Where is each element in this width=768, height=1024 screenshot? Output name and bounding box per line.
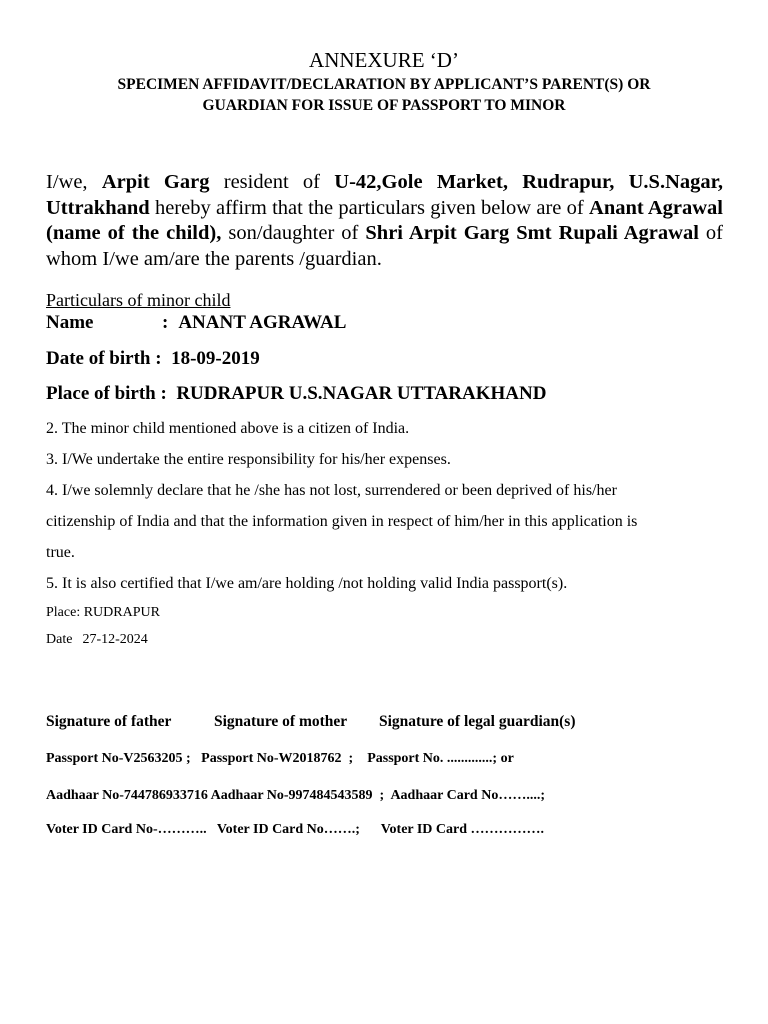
voter-id-row: Voter ID Card No-……….. Voter ID Card No…….; Voter ID Card ……………. [46, 822, 545, 837]
pob-label: Place of birth : [46, 383, 167, 404]
subtitle-line-2: GUARDIAN FOR ISSUE OF PASSPORT TO MINOR [202, 97, 566, 114]
statement-4-line-1: 4. I/we solemnly declare that he /she has not lost, surrendered or been deprived of his/her [46, 482, 617, 499]
subtitle-line-1: SPECIMEN AFFIDAVIT/DECLARATION BY APPLICANT’S PARENT(S) OR [117, 76, 651, 93]
statement-4-line-2: citizenship of India and that the information given in respect of him/her in this application is [46, 513, 638, 530]
pob-value: RUDRAPUR U.S.NAGAR UTTARAKHAND [176, 383, 547, 404]
statement-2: 2. The minor child mentioned above is a citizen of India. [46, 420, 410, 437]
annexure-title: ANNEXURE ‘D’ [309, 48, 459, 72]
statement-5: 5. It is also certified that I/we am/are holding /not holding valid India passport(s). [46, 575, 568, 592]
signature-guardian: Signature of legal guardian(s) [379, 713, 576, 730]
dob-row [46, 348, 260, 370]
name-label: Name [46, 312, 94, 333]
dob-label: Date of birth : [46, 348, 162, 369]
declaration-paragraph: I/we, Arpit Garg resident of U-42,Gole Market, Rudrapur, U.S.Nagar, Uttrakhand hereby affirm that the particulars given below are of Anant Agrawal (name of the child), son/daughter of Shri Arpit Garg Smt Rupali Agrawal of whom I/we am/are the parents /guardian. [46, 171, 723, 270]
date-value: 27-12-2024 [82, 632, 148, 647]
date-line [46, 632, 148, 648]
parent-names: Shri Arpit Garg Smt Rupali Agrawal [365, 222, 699, 244]
pob-row [46, 383, 546, 405]
signature-mother: Signature of mother [214, 713, 348, 730]
particulars-heading: Particulars of minor child [46, 290, 231, 310]
signature-row [46, 713, 726, 733]
date-label: Date [46, 632, 73, 647]
name-value: ANANT AGRAWAL [178, 312, 347, 333]
statement-3: 3. I/We undertake the entire responsibility for his/her expenses. [46, 451, 451, 468]
aadhaar-row: Aadhaar No-744786933716 Aadhaar No-997484543589 ; Aadhaar Card No……....; [46, 788, 545, 803]
passport-row: Passport No-V2563205 ; Passport No-W2018762 ; Passport No. .............; or [46, 751, 514, 766]
child-name: Anant Agrawal (name of the child), [46, 196, 723, 244]
applicant-name: Arpit Garg [101, 171, 210, 193]
signature-father: Signature of father [46, 713, 172, 730]
applicant-address: U-42,Gole Market, Rudrapur, U.S.Nagar, Uttrakhand [46, 171, 723, 219]
place-line: Place: RUDRAPUR [46, 605, 160, 620]
name-row: Name : ANANT AGRAWAL [46, 312, 347, 333]
dob-value: 18-09-2019 [171, 348, 260, 369]
statement-4-line-3: true. [46, 544, 75, 561]
